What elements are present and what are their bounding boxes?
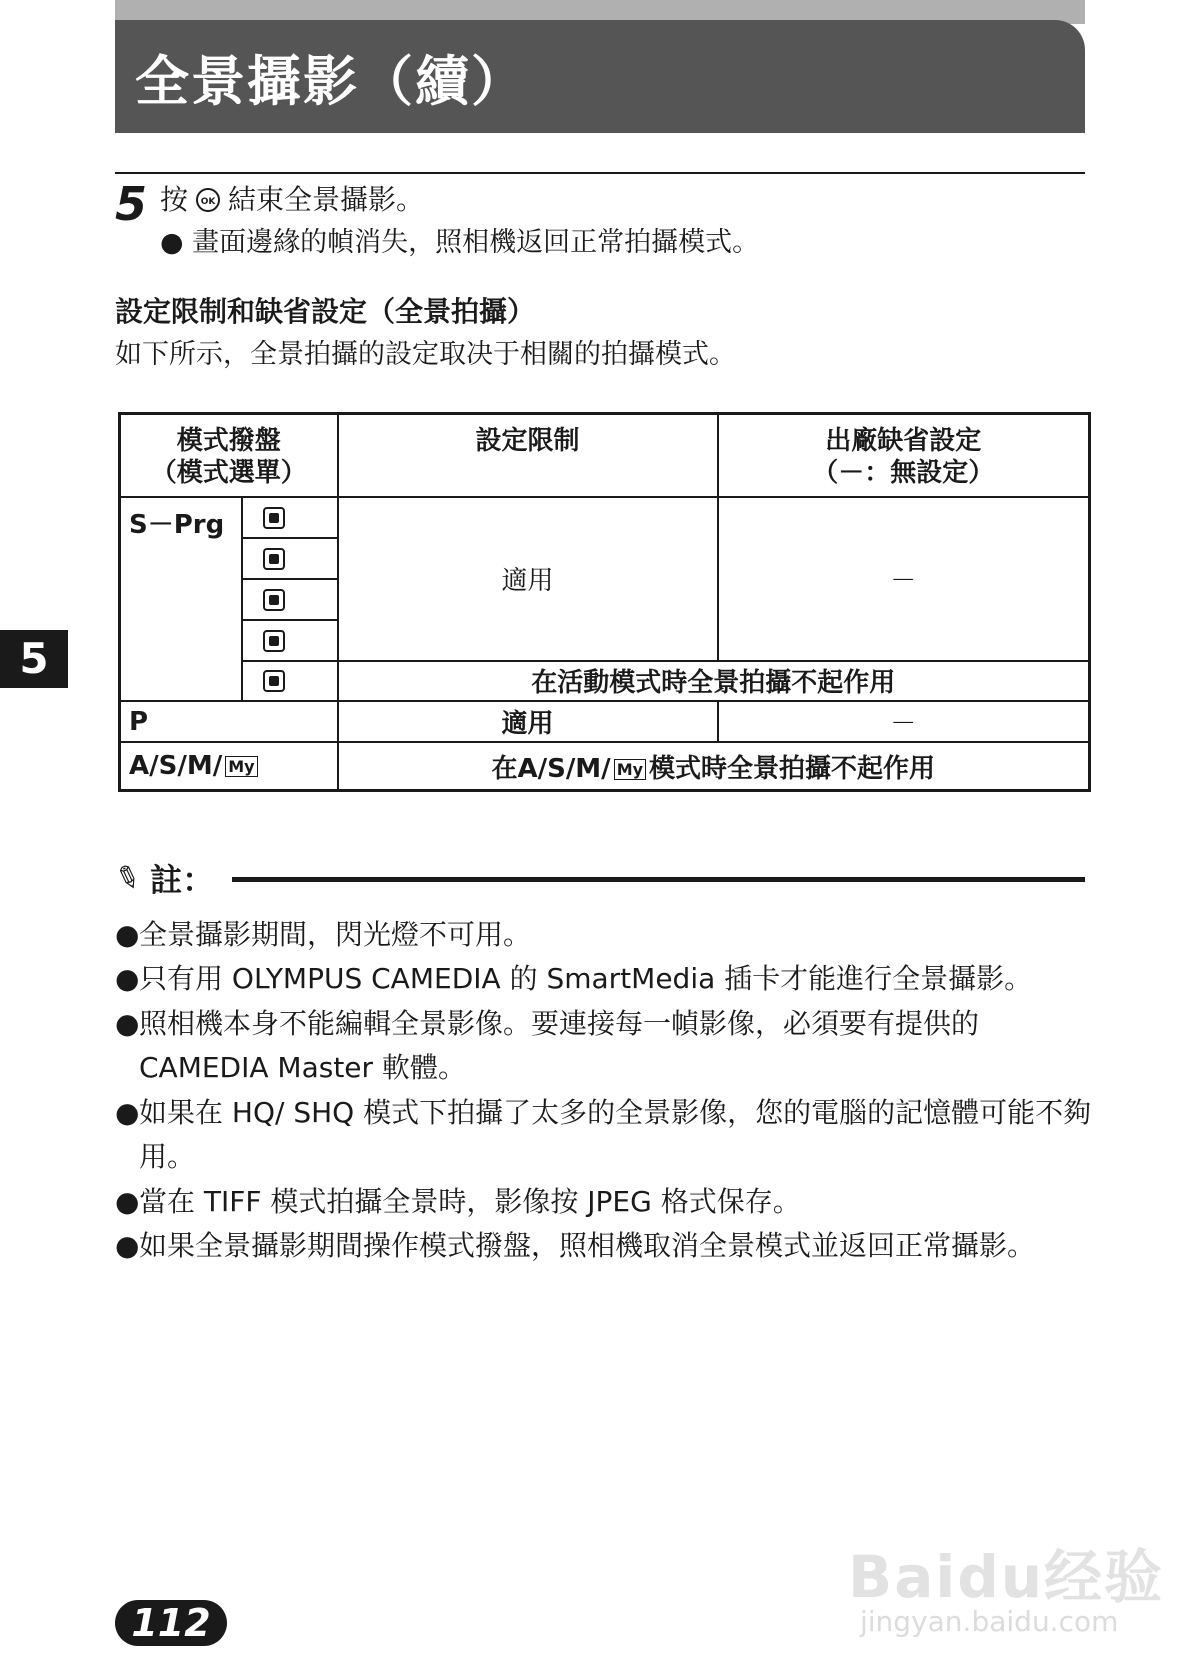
movie-icon-cell xyxy=(242,661,338,702)
pencil-icon: ✎ xyxy=(109,857,146,899)
my-mode-icon: My xyxy=(614,759,646,780)
sprg-limit: 適用 xyxy=(338,497,718,660)
header-default-line2: （－：無設定） xyxy=(812,458,995,488)
movie-note: 在活動模式時全景拍攝不起作用 xyxy=(338,661,1090,702)
page-title: 全景攝影（續） xyxy=(135,50,527,113)
table-row xyxy=(120,497,1090,538)
bullet-icon: ● xyxy=(115,1007,140,1040)
night-scene-icon xyxy=(263,630,285,652)
asm-note xyxy=(338,742,1090,790)
note-text: 當在 TIFF 模式拍攝全景時，影像按 JPEG 格式保存。 xyxy=(139,1185,801,1218)
note-text: 只有用 OLYMPUS CAMEDIA 的 SmartMedia 插卡才能進行全景攝影。 xyxy=(139,962,1033,995)
page-number: 112 xyxy=(115,1600,227,1646)
ok-button-icon: OK xyxy=(196,188,220,212)
list-item xyxy=(115,957,1032,1001)
step-instruction xyxy=(160,182,424,218)
p-limit: 適用 xyxy=(338,701,718,742)
my-mode-icon: My xyxy=(225,756,257,777)
bullet-icon: ● xyxy=(115,962,140,995)
p-default: － xyxy=(718,701,1090,742)
list-item xyxy=(115,1091,1095,1179)
section-heading: 設定限制和缺省設定（全景拍攝） xyxy=(115,295,536,328)
sprg-label: S－Prg xyxy=(120,497,242,701)
bullet-icon: ● xyxy=(115,1229,140,1262)
note-label: 註： xyxy=(150,861,215,899)
section-description: 如下所示，全景拍攝的設定取决于相關的拍攝模式。 xyxy=(115,339,736,370)
asm-note-suffix: 模式時全景拍攝不起作用 xyxy=(649,753,936,784)
step-bullet-text: 畫面邊緣的幀消失，照相機返回正常拍攝模式。 xyxy=(192,227,760,258)
night-scene-icon-cell xyxy=(242,620,338,661)
bullet-icon: ● xyxy=(115,1096,140,1129)
list-item xyxy=(115,1180,801,1224)
landscape-icon xyxy=(263,589,285,611)
bullet-icon: ● xyxy=(115,918,140,951)
note-text: 照相機本身不能編輯全景影像。要連接每一幀影像，必須要有提供的 CAMEDIA Master 軟體。 xyxy=(139,1007,980,1084)
movie-icon xyxy=(263,670,285,692)
table-row xyxy=(120,742,1090,790)
asm-note-prefix: 在A/S/M/ xyxy=(491,753,611,784)
landscape-icon-cell xyxy=(242,579,338,620)
asm-label-text: A/S/M/ xyxy=(129,751,223,782)
note-text: 如果在 HQ/ SHQ 模式下拍攝了太多的全景影像，您的電腦的記憶體可能不夠用。 xyxy=(139,1096,1092,1173)
chapter-tab: 5 xyxy=(0,630,68,688)
settings-table xyxy=(118,412,1091,792)
watermark-logo: Baidu经验 xyxy=(848,1543,1165,1611)
table-row xyxy=(120,701,1090,742)
sports-icon xyxy=(263,548,285,570)
p-label: P xyxy=(120,701,338,742)
header-mode-line1: 模式撥盤 xyxy=(176,426,281,456)
watermark-url: jingyan.baidu.com xyxy=(860,1605,1119,1638)
table-header-row xyxy=(120,414,1090,498)
list-item xyxy=(115,913,531,957)
step-bullet: ● 畫面邊緣的幀消失，照相機返回正常拍攝模式。 xyxy=(160,227,760,258)
header-divider xyxy=(115,172,1085,174)
note-text: 全景攝影期間，閃光燈不可用。 xyxy=(139,918,532,951)
asm-label xyxy=(120,742,338,790)
note-header xyxy=(109,855,215,901)
step-number: 5 xyxy=(115,177,148,231)
bullet-icon: ● xyxy=(115,1185,140,1218)
step-prefix: 按 xyxy=(160,183,189,216)
sprg-default: － xyxy=(718,497,1090,660)
header-limit: 設定限制 xyxy=(338,414,718,498)
table-row xyxy=(120,661,1090,702)
header-mode-line2: （模式選單） xyxy=(150,458,307,488)
sports-icon-cell xyxy=(242,538,338,579)
header-mode xyxy=(120,414,338,498)
list-item xyxy=(115,1002,1075,1090)
note-divider xyxy=(232,877,1085,882)
note-text: 如果全景攝影期間操作模式撥盤，照相機取消全景模式並返回正常攝影。 xyxy=(139,1229,1036,1262)
portrait-icon-cell xyxy=(242,497,338,538)
list-item xyxy=(115,1224,1035,1268)
header-default-line1: 出廠缺省設定 xyxy=(825,426,982,456)
step-action: 結束全景攝影。 xyxy=(228,183,425,216)
header-default xyxy=(718,414,1090,498)
portrait-icon xyxy=(263,507,285,529)
